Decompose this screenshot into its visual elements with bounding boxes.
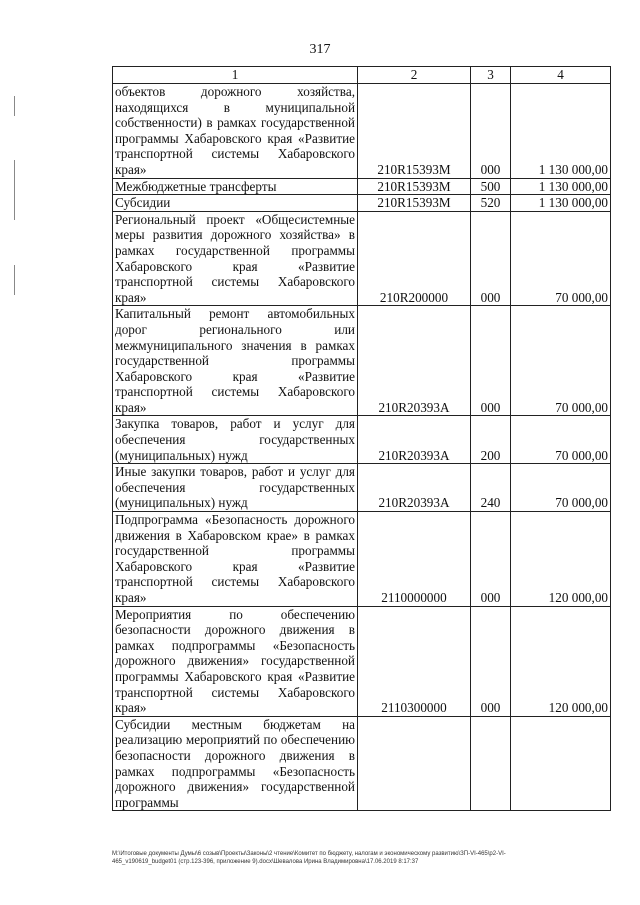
row-name: Иные закупки товаров, работ и услуг для обеспечения государственных (муниципальных) нужд (113, 464, 358, 512)
page-number: 317 (309, 42, 331, 57)
margin-mark (14, 265, 15, 295)
margin-mark (14, 96, 15, 116)
row-type: 200 (471, 416, 511, 464)
row-name: Капитальный ремонт автомобильных дорог регионального или межмуниципального значения в рамках государственной программы Хабаровского края «Развитие транспортной системы Хабаровского края» (113, 306, 358, 416)
row-code: 210R15393M (358, 178, 471, 195)
row-name: Мероприятия по обеспечению безопасности дорожного движения в рамках подпрограммы «Безопасность дорожного движения» государственной программы Хабаровского края «Развитие транспортной системы Хабаровского края» (113, 606, 358, 716)
row-code: 210R20393A (358, 306, 471, 416)
table-row (113, 512, 611, 607)
row-name: Подпрограмма «Безопасность дорожного движения в Хабаровском крае» в рамках государственной программы Хабаровского края «Развитие транспортной системы Хабаровского края» (113, 512, 358, 607)
row-amount: 70 000,00 (511, 464, 611, 512)
table-row (113, 606, 611, 716)
row-amount: 70 000,00 (511, 211, 611, 306)
row-name: Субсидии (113, 195, 358, 212)
row-amount: 120 000,00 (511, 606, 611, 716)
row-amount: 1 130 000,00 (511, 84, 611, 179)
row-name: объектов дорожного хозяйства, находящихся в муниципальной собственности) в рамках государственной программы Хабаровского края «Развитие транспортной системы Хабаровского края» (113, 84, 358, 179)
margin-mark (14, 160, 15, 220)
table-row (113, 178, 611, 195)
row-code: 210R15393M (358, 84, 471, 179)
table-row (113, 195, 611, 212)
table-row (113, 306, 611, 416)
row-code: 2110300000 (358, 606, 471, 716)
row-name: Межбюджетные трансферты (113, 178, 358, 195)
row-amount: 120 000,00 (511, 512, 611, 607)
header-col-amount: 4 (511, 67, 611, 84)
row-type: 000 (471, 306, 511, 416)
row-type: 500 (471, 178, 511, 195)
row-type: 000 (471, 84, 511, 179)
row-code (358, 716, 471, 811)
row-type: 000 (471, 606, 511, 716)
footer-line-1: M:\Итоговые документы Думы\6 созыв\Проекты\Законы\2 чтение\Комитет по бюджету, налогам и экономическому развитию\ЗП-VI-465\р2-VI- (112, 851, 506, 857)
table-row (113, 211, 611, 306)
row-amount: 1 130 000,00 (511, 178, 611, 195)
row-name: Субсидии местным бюджетам на реализацию мероприятий по обеспечению безопасности дорожного движения в рамках подпрограммы «Безопасность дорожного движения» государственной программы (113, 716, 358, 811)
header-col-type: 3 (471, 67, 511, 84)
table-row (113, 416, 611, 464)
row-amount: 70 000,00 (511, 416, 611, 464)
footer-line-2: 465_v190619_budget01 (стр.123-396, приложение 9).docx\Шевалова Ирина Владимировна\17.06.2019 8:17:37 (112, 859, 419, 865)
table-header-row (113, 67, 611, 84)
header-col-code: 2 (358, 67, 471, 84)
table-row (113, 464, 611, 512)
budget-table (112, 66, 611, 811)
row-type (471, 716, 511, 811)
table-row (113, 716, 611, 811)
row-type: 520 (471, 195, 511, 212)
row-code: 210R20393A (358, 416, 471, 464)
row-amount: 70 000,00 (511, 306, 611, 416)
row-amount: 1 130 000,00 (511, 195, 611, 212)
row-code: 210R20393A (358, 464, 471, 512)
file-path-footer (112, 850, 612, 866)
row-type: 240 (471, 464, 511, 512)
row-type: 000 (471, 512, 511, 607)
row-code: 210R200000 (358, 211, 471, 306)
row-name: Региональный проект «Общесистемные меры развития дорожного хозяйства» в рамках государственной программы Хабаровского края «Развитие транспортной системы Хабаровского края» (113, 211, 358, 306)
header-col-name: 1 (113, 67, 358, 84)
row-code: 2110000000 (358, 512, 471, 607)
row-type: 000 (471, 211, 511, 306)
row-amount (511, 716, 611, 811)
row-name: Закупка товаров, работ и услуг для обеспечения государственных (муниципальных) нужд (113, 416, 358, 464)
table-row (113, 84, 611, 179)
row-code: 210R15393M (358, 195, 471, 212)
